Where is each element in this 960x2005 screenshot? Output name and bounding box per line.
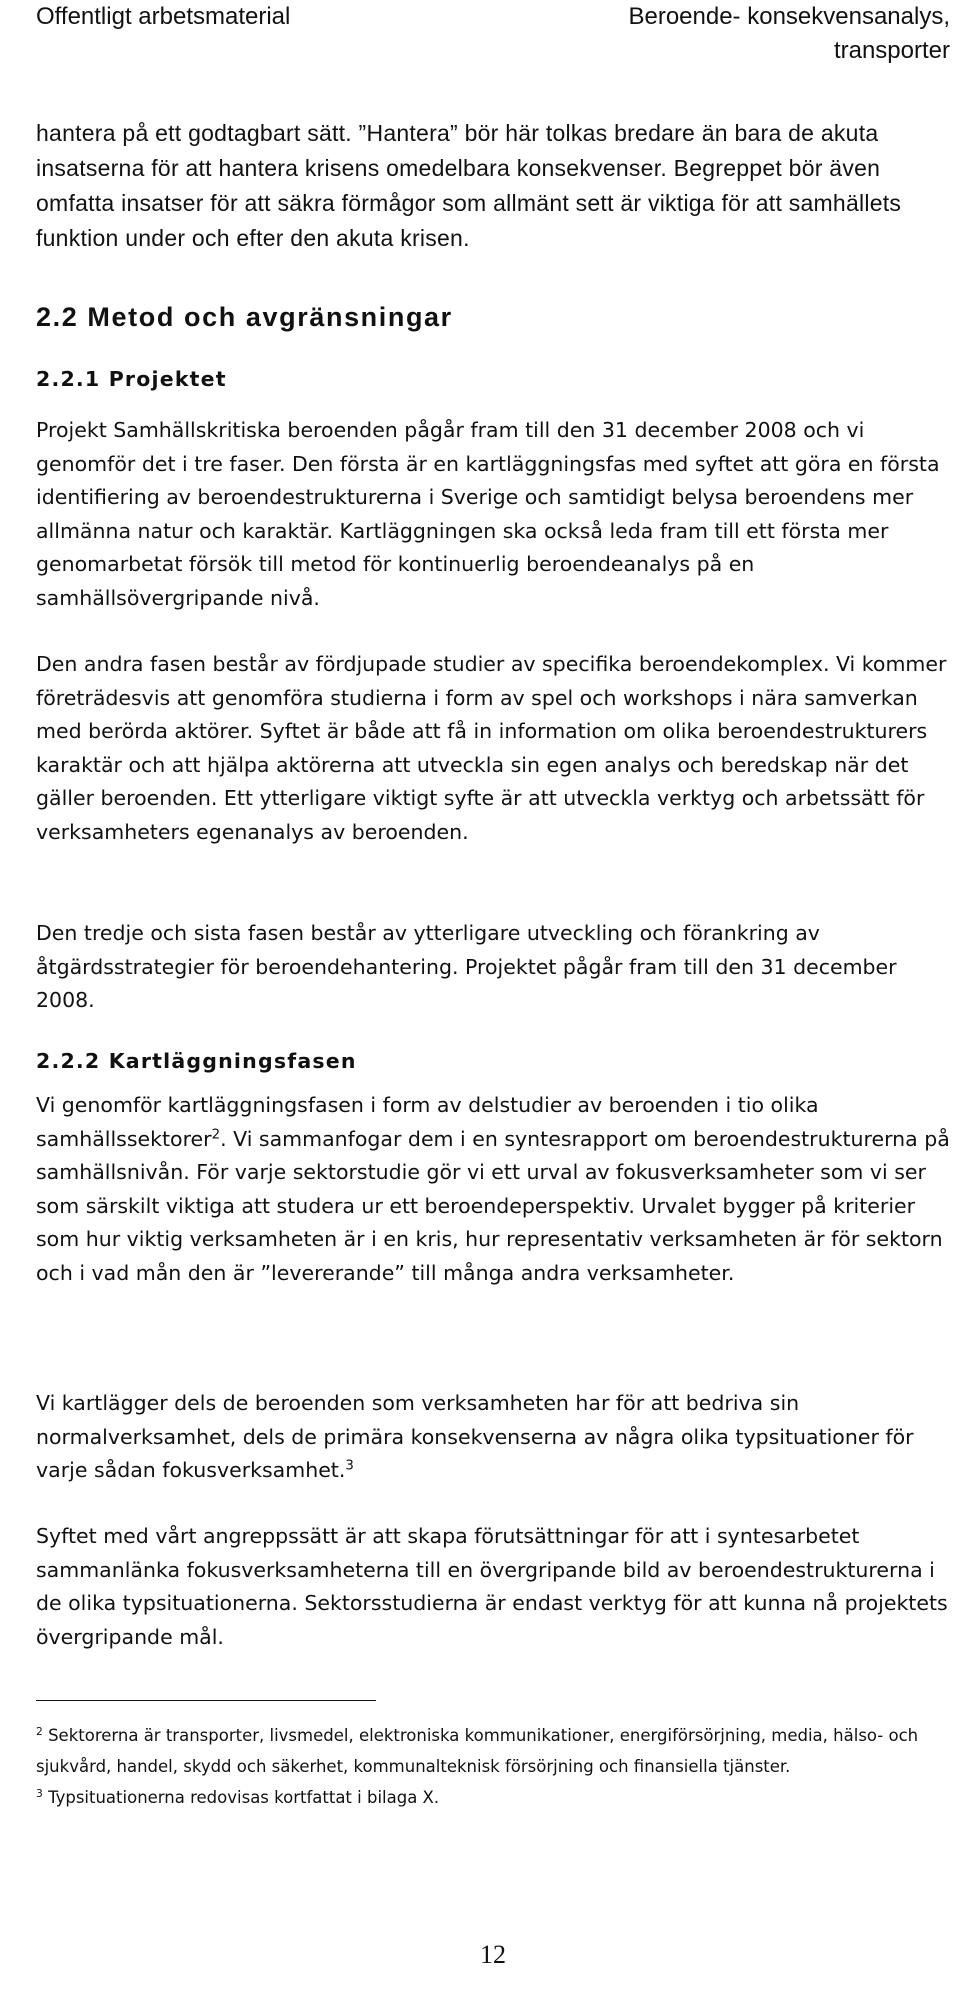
paragraph-text: . Vi sammanfogar dem i en syntesrapport om beroendestrukturerna på samhällsnivån. För varje sektorstudie gör vi ett urval av fokusverksamheter som vi ser som särskilt viktiga att studera ur ett beroendeperspektiv. Urvalet bygger på kriterier som hur viktig verksamheten är i en kris, hur representativ verksamheten är för sektorn och i vad mån den är ”levererande” till många andra verksamheter. <box>36 1126 950 1285</box>
paragraph-text: Vi kartlägger dels de beroenden som verksamheten har för att bedriva sin normalverksamhet, dels de primära konsekvenserna av några olika typsituationer för varje sådan fokusverksamhet. <box>36 1391 914 1482</box>
subsection-heading-projektet: 2.2.1 Projektet <box>36 367 227 391</box>
paragraph-mapping-phase <box>36 1089 950 1290</box>
footnote-text: Sektorerna är transporter, livsmedel, elektroniska kommunikationer, energiförsörjning, media, hälso- och sjukvård, handel, skydd och säkerhet, kommunalteknisk försörjning och finansiella tjänster. <box>36 1726 919 1776</box>
footnote-mark: 2 <box>36 1725 43 1739</box>
page-number: 12 <box>480 1940 506 1969</box>
footnote-divider <box>36 1700 376 1701</box>
paragraph-text: Vi genomför kartläggningsfasen i form av delstudier av beroenden i tio olika samhällssektorer <box>36 1093 819 1151</box>
footnote-2 <box>36 1720 950 1782</box>
footnote-3 <box>36 1782 950 1813</box>
paragraph-dependencies <box>36 1387 950 1488</box>
footnotes <box>36 1720 950 1813</box>
paragraph-approach: Syftet med vårt angreppssätt är att skapa förutsättningar för att i syntesarbetet sammanlänka fokusverksamheterna till en övergripande bild av beroendestrukturerna i de olika typsituationerna. Sektorsstudierna är endast verktyg för att kunna nå projektets övergripande mål. <box>36 1524 948 1649</box>
footnote-text: Typsituationerna redovisas kortfattat i bilaga X. <box>42 1788 440 1807</box>
paragraph-project-phases: Projekt Samhällskritiska beroenden pågår fram till den 31 december 2008 och vi genomför det i tre faser. Den första är en kartläggningsfas med syftet att göra en första identifiering av beroendestrukturerna i Sverige och samtidigt belysa beroendens mer allmänna natur och karaktär. Kartläggningen ska också leda fram till ett första mer genomarbetat försök till metod för kontinuerlig beroendeanalys på en samhällsövergripande nivå. <box>36 418 940 610</box>
footnote-ref-3[interactable]: 3 <box>345 1458 354 1474</box>
footnote-mark: 3 <box>36 1787 43 1801</box>
header-left-text: Offentligt arbetsmaterial <box>36 3 291 30</box>
subsection-heading-kartlaggningsfasen: 2.2.2 Kartläggningsfasen <box>36 1049 357 1073</box>
document-page <box>36 0 950 2005</box>
footnote-ref-2[interactable]: 2 <box>211 1127 221 1143</box>
header-right-text: Beroende- konsekvensanalys, transporter <box>628 3 950 64</box>
paragraph-second-phase: Den andra fasen består av fördjupade studier av specifika beroendekomplex. Vi kommer företrädesvis att genomföra studierna i form av spel och workshops i nära samverkan med berörda aktörer. Syftet är både att få in information om olika beroendestrukturers karaktär och att hjälpa aktörerna att utveckla sin egen analys och beredskap när det gäller beroenden. Ett ytterligare viktigt syfte är att utveckla verktyg och arbetssätt för verksamheters egenanalys av beroenden. <box>36 652 947 844</box>
paragraph-third-phase: Den tredje och sista fasen består av ytterligare utveckling och förankring av åtgärdsstrategier för beroendehantering. Projektet pågår fram till den 31 december 2008. <box>36 921 897 1012</box>
section-heading: 2.2 Metod och avgränsningar <box>36 302 453 332</box>
intro-paragraph: hantera på ett godtagbart sätt. ”Hantera” bör här tolkas bredare än bara de akuta insatserna för att hantera krisens omedelbara konsekvenser. Begreppet bör även omfatta insatser för att säkra förmågor som allmänt sett är viktiga för att samhällets funktion under och efter den akuta krisen. <box>36 120 902 251</box>
